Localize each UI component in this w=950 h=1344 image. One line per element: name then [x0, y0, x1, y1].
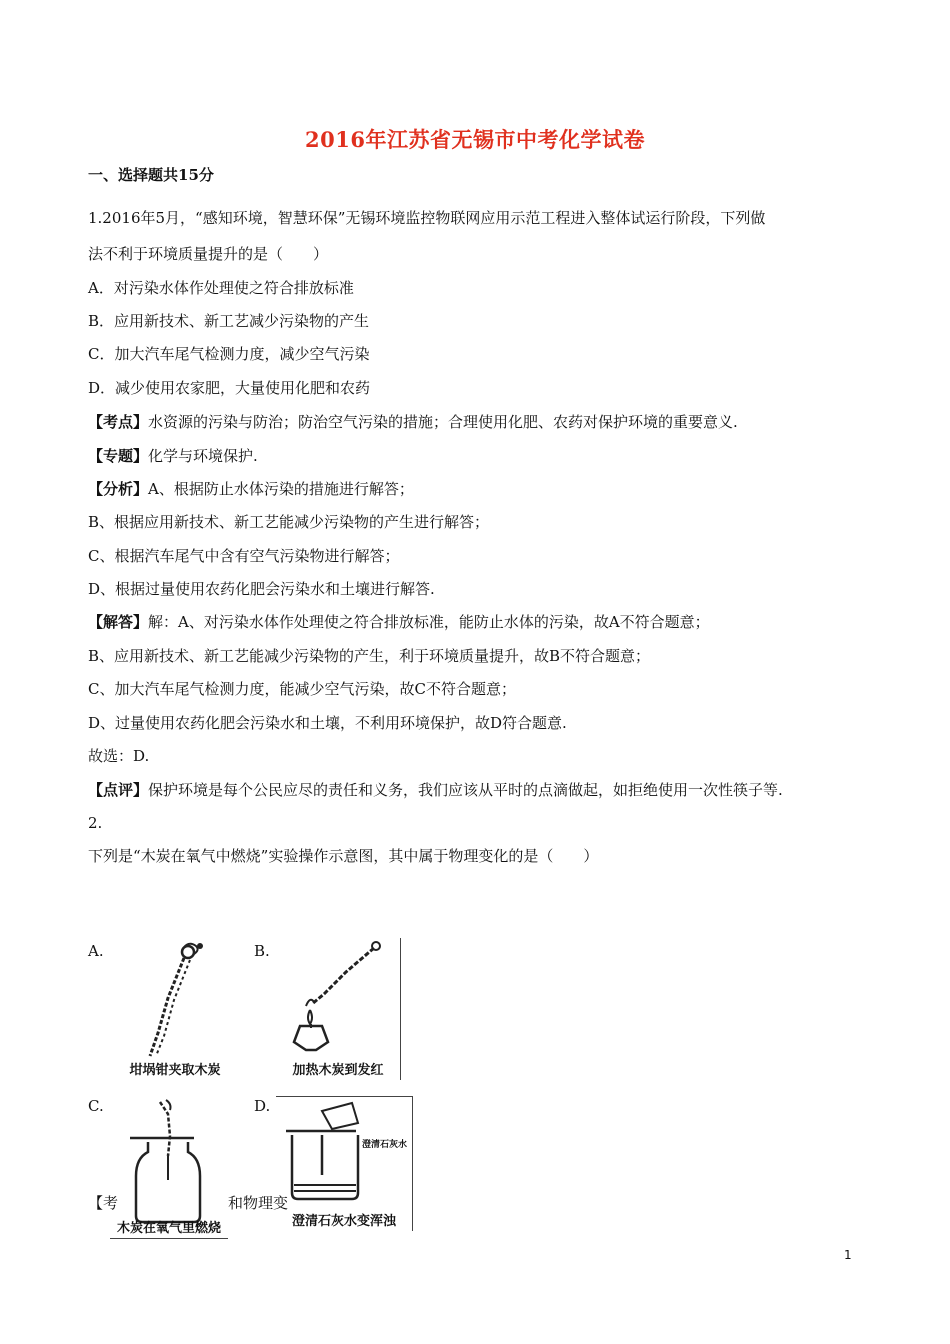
fenxi-label: 【分析】: [88, 480, 149, 498]
figure-b-heating: [276, 938, 401, 1080]
partial-kaodian-text: 【考: [88, 1194, 119, 1212]
caption-d: 澄清石灰水变浑浊: [291, 1214, 396, 1229]
q1-option-b: B．应用新技术、新工艺减少污染物的产生: [88, 312, 370, 330]
q1-jieda: [88, 612, 710, 632]
q2-number: 2.: [88, 814, 103, 832]
q2-label-a: A.: [88, 942, 104, 960]
q2-label-d: D.: [254, 1097, 271, 1115]
limewater-label: 澄清石灰水: [362, 1140, 408, 1150]
q1-jieda-c: C、加大汽车尾气检测力度，能减少空气污染，故C不符合题意；: [88, 680, 516, 698]
q2-stem: 下列是“木炭在氧气中燃烧”实验操作示意图，其中属于物理变化的是（ ）: [88, 847, 599, 865]
q1-option-c: C．加大汽车尾气检测力度，减少空气污染: [88, 345, 370, 363]
q1-jieda-d: D、过量使用农药化肥会污染水和土壤，不利用环境保护，故D符合题意.: [88, 714, 567, 732]
q1-fenxi-d: D、根据过量使用农药化肥会污染水和土壤进行解答.: [88, 580, 435, 598]
q1-zhuanti: [88, 446, 258, 466]
q1-stem-line2: 法不利于环境质量提升的是（ ）: [88, 245, 329, 263]
q1-option-a: A．对污染水体作处理使之符合排放标准: [88, 279, 354, 297]
figure-a-tongs: [110, 938, 240, 1080]
dianping-text: 保护环境是每个公民应尽的责任和义务，我们应该从平时的点滴做起，如拒绝使用一次性筷子等.: [148, 781, 783, 799]
kaodian-label: 【考点】: [88, 413, 149, 431]
figure-c-burning: [110, 1096, 228, 1239]
partial-physical-text: 和物理变: [228, 1194, 289, 1212]
caption-b: 加热木炭到发红: [292, 1063, 384, 1078]
figure-d-limewater: [276, 1096, 413, 1231]
q1-answer: 故选：D.: [88, 747, 150, 765]
q1-stem-line1: 1.2016年5月，“感知环境，智慧环保”无锡环境监控物联网应用示范工程进入整体试运行阶段，下列做: [88, 209, 766, 227]
caption-a: 坩埚钳夹取木炭: [129, 1063, 221, 1078]
kaodian-text: 水资源的污染与防治；防治空气污染的措施；合理使用化肥、农药对保护环境的重要意义.: [148, 413, 738, 431]
caption-c: 木炭在氧气里燃烧: [116, 1221, 221, 1236]
section-heading: 一、选择题共15分: [88, 166, 214, 184]
jieda-label: 【解答】: [88, 613, 149, 631]
q1-fenxi-b: B、根据应用新技术、新工艺能减少污染物的产生进行解答；: [88, 513, 490, 531]
zhuanti-text: 化学与环境保护.: [148, 447, 258, 465]
page-title: 2016年江苏省无锡市中考化学试卷: [305, 127, 645, 152]
q2-label-c: C.: [88, 1097, 104, 1115]
jieda-a: 解：A、对污染水体作处理使之符合排放标准，能防止水体的污染，故A不符合题意；: [148, 613, 710, 631]
q1-fenxi-c: C、根据汽车尾气中含有空气污染物进行解答；: [88, 547, 400, 565]
q1-dianping: [88, 780, 783, 800]
q1-kaodian: [88, 412, 738, 432]
page-number: 1: [844, 1248, 852, 1262]
zhuanti-label: 【专题】: [88, 447, 149, 465]
q1-option-d: D．减少使用农家肥，大量使用化肥和农药: [88, 379, 371, 397]
dianping-label: 【点评】: [88, 781, 149, 799]
fenxi-a: A、根据防止水体污染的措施进行解答；: [148, 480, 414, 498]
q1-jieda-b: B、应用新技术、新工艺能减少污染物的产生，利于环境质量提升，故B不符合题意；: [88, 647, 651, 665]
q1-fenxi: [88, 479, 414, 499]
q2-label-b: B.: [254, 942, 270, 960]
